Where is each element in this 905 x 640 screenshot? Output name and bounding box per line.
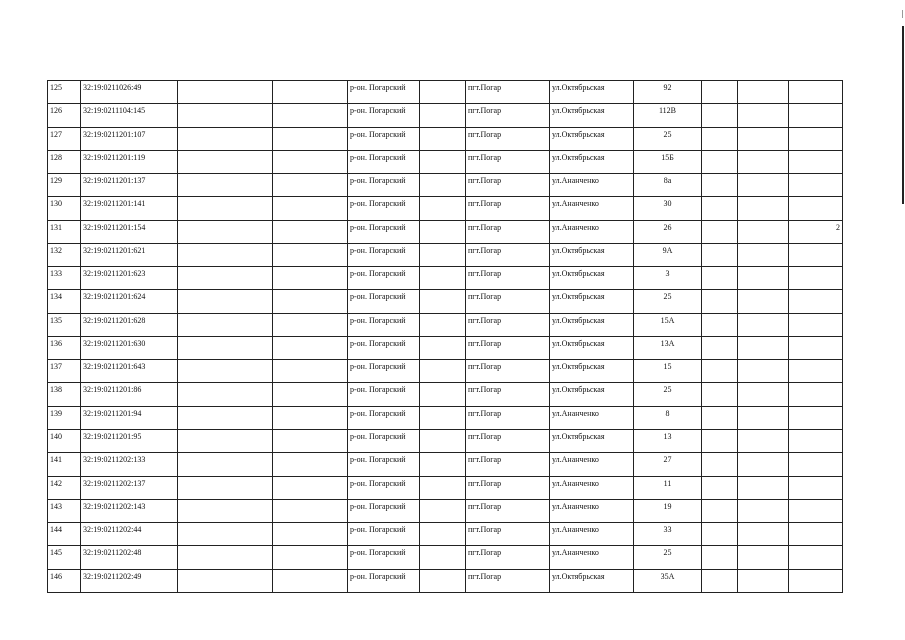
empty-cell — [178, 243, 273, 266]
settlement-cell: пгт.Погар — [466, 220, 550, 243]
empty-cell — [420, 197, 466, 220]
empty-cell — [702, 197, 738, 220]
house-number: 30 — [634, 197, 702, 220]
settlement-cell: пгт.Погар — [466, 150, 550, 173]
empty-cell — [178, 336, 273, 359]
extra-value — [789, 569, 843, 592]
empty-cell — [702, 174, 738, 197]
cadastral-number: 32:19:0211201:623 — [81, 267, 178, 290]
cadastral-number: 32:19:0211202:143 — [81, 499, 178, 522]
district-cell: р-он. Погарский — [348, 267, 420, 290]
extra-value — [789, 499, 843, 522]
house-number: 26 — [634, 220, 702, 243]
row-number: 140 — [48, 429, 81, 452]
settlement-cell: пгт.Погар — [466, 313, 550, 336]
house-number: 9А — [634, 243, 702, 266]
empty-cell — [420, 290, 466, 313]
row-number: 143 — [48, 499, 81, 522]
street-cell: ул.Октябрьская — [550, 360, 634, 383]
empty-cell — [702, 220, 738, 243]
empty-cell — [178, 220, 273, 243]
street-cell: ул.Октябрьская — [550, 429, 634, 452]
empty-cell — [273, 220, 348, 243]
empty-cell — [738, 313, 789, 336]
empty-cell — [702, 546, 738, 569]
district-cell: р-он. Погарский — [348, 127, 420, 150]
settlement-cell: пгт.Погар — [466, 569, 550, 592]
district-cell: р-он. Погарский — [348, 499, 420, 522]
street-cell: ул.Октябрьская — [550, 313, 634, 336]
empty-cell — [273, 360, 348, 383]
table-row — [48, 476, 843, 499]
house-number: 33 — [634, 523, 702, 546]
empty-cell — [420, 523, 466, 546]
table-row — [48, 174, 843, 197]
extra-value — [789, 406, 843, 429]
table-row — [48, 336, 843, 359]
district-cell: р-он. Погарский — [348, 546, 420, 569]
empty-cell — [273, 104, 348, 127]
table-row — [48, 453, 843, 476]
empty-cell — [738, 104, 789, 127]
empty-cell — [420, 220, 466, 243]
cadastral-number: 32:19:0211104:145 — [81, 104, 178, 127]
settlement-cell: пгт.Погар — [466, 336, 550, 359]
district-cell: р-он. Погарский — [348, 174, 420, 197]
table-row — [48, 569, 843, 592]
empty-cell — [178, 569, 273, 592]
empty-cell — [178, 360, 273, 383]
empty-cell — [178, 453, 273, 476]
district-cell: р-он. Погарский — [348, 476, 420, 499]
extra-value — [789, 150, 843, 173]
empty-cell — [738, 476, 789, 499]
empty-cell — [738, 243, 789, 266]
house-number: 25 — [634, 127, 702, 150]
house-number: 19 — [634, 499, 702, 522]
empty-cell — [738, 290, 789, 313]
house-number: 27 — [634, 453, 702, 476]
row-number: 128 — [48, 150, 81, 173]
empty-cell — [738, 429, 789, 452]
cadastral-number: 32:19:0211202:137 — [81, 476, 178, 499]
empty-cell — [420, 174, 466, 197]
cadastral-number: 32:19:0211201:643 — [81, 360, 178, 383]
table-row — [48, 290, 843, 313]
empty-cell — [738, 360, 789, 383]
empty-cell — [178, 383, 273, 406]
row-number: 145 — [48, 546, 81, 569]
extra-value — [789, 523, 843, 546]
row-number: 135 — [48, 313, 81, 336]
empty-cell — [273, 150, 348, 173]
extra-value — [789, 360, 843, 383]
extra-value — [789, 476, 843, 499]
empty-cell — [420, 81, 466, 104]
house-number: 8а — [634, 174, 702, 197]
empty-cell — [702, 81, 738, 104]
empty-cell — [273, 523, 348, 546]
empty-cell — [702, 453, 738, 476]
row-number: 144 — [48, 523, 81, 546]
street-cell: ул.Октябрьская — [550, 267, 634, 290]
empty-cell — [420, 383, 466, 406]
district-cell: р-он. Погарский — [348, 453, 420, 476]
empty-cell — [178, 127, 273, 150]
table-row — [48, 127, 843, 150]
street-cell: ул.Октябрьская — [550, 81, 634, 104]
extra-value — [789, 81, 843, 104]
empty-cell — [273, 313, 348, 336]
table-row — [48, 313, 843, 336]
empty-cell — [420, 336, 466, 359]
street-cell: ул.Ананченко — [550, 476, 634, 499]
empty-cell — [178, 499, 273, 522]
empty-cell — [702, 290, 738, 313]
table-row — [48, 406, 843, 429]
empty-cell — [178, 313, 273, 336]
row-number: 146 — [48, 569, 81, 592]
house-number: 3 — [634, 267, 702, 290]
empty-cell — [420, 569, 466, 592]
street-cell: ул.Ананченко — [550, 523, 634, 546]
district-cell: р-он. Погарский — [348, 406, 420, 429]
extra-value — [789, 383, 843, 406]
empty-cell — [273, 383, 348, 406]
street-cell: ул.Октябрьская — [550, 150, 634, 173]
empty-cell — [738, 197, 789, 220]
extra-value — [789, 290, 843, 313]
empty-cell — [702, 267, 738, 290]
empty-cell — [738, 174, 789, 197]
table-row — [48, 150, 843, 173]
district-cell: р-он. Погарский — [348, 569, 420, 592]
row-number: 136 — [48, 336, 81, 359]
empty-cell — [273, 429, 348, 452]
cadastral-number: 32:19:0211201:624 — [81, 290, 178, 313]
empty-cell — [178, 104, 273, 127]
settlement-cell: пгт.Погар — [466, 127, 550, 150]
street-cell: ул.Октябрьская — [550, 383, 634, 406]
table-row — [48, 220, 843, 243]
settlement-cell: пгт.Погар — [466, 429, 550, 452]
settlement-cell: пгт.Погар — [466, 360, 550, 383]
empty-cell — [738, 406, 789, 429]
cadastral-number: 32:19:0211201:141 — [81, 197, 178, 220]
table-row — [48, 429, 843, 452]
settlement-cell: пгт.Погар — [466, 290, 550, 313]
empty-cell — [273, 243, 348, 266]
house-number: 11 — [634, 476, 702, 499]
house-number: 112В — [634, 104, 702, 127]
page-edge-tick — [902, 10, 903, 18]
table-row — [48, 81, 843, 104]
empty-cell — [738, 81, 789, 104]
extra-value — [789, 127, 843, 150]
street-cell: ул.Ананченко — [550, 546, 634, 569]
street-cell: ул.Октябрьская — [550, 127, 634, 150]
empty-cell — [702, 127, 738, 150]
street-cell: ул.Ананченко — [550, 406, 634, 429]
row-number: 139 — [48, 406, 81, 429]
empty-cell — [738, 220, 789, 243]
table-row — [48, 383, 843, 406]
settlement-cell: пгт.Погар — [466, 243, 550, 266]
empty-cell — [738, 127, 789, 150]
empty-cell — [738, 336, 789, 359]
extra-value — [789, 267, 843, 290]
cadastral-number: 32:19:0211202:133 — [81, 453, 178, 476]
table-row — [48, 267, 843, 290]
empty-cell — [178, 290, 273, 313]
settlement-cell: пгт.Погар — [466, 267, 550, 290]
street-cell: ул.Ананченко — [550, 220, 634, 243]
house-number: 15А — [634, 313, 702, 336]
empty-cell — [420, 127, 466, 150]
row-number: 127 — [48, 127, 81, 150]
district-cell: р-он. Погарский — [348, 81, 420, 104]
table-row — [48, 546, 843, 569]
street-cell: ул.Октябрьская — [550, 336, 634, 359]
empty-cell — [273, 499, 348, 522]
empty-cell — [738, 499, 789, 522]
row-number: 132 — [48, 243, 81, 266]
row-number: 129 — [48, 174, 81, 197]
cadastral-number: 32:19:0211201:94 — [81, 406, 178, 429]
cadastral-number: 32:19:0211201:137 — [81, 174, 178, 197]
empty-cell — [178, 546, 273, 569]
street-cell: ул.Октябрьская — [550, 569, 634, 592]
settlement-cell: пгт.Погар — [466, 453, 550, 476]
empty-cell — [702, 499, 738, 522]
cadastral-number: 32:19:0211201:154 — [81, 220, 178, 243]
house-number: 35А — [634, 569, 702, 592]
extra-value — [789, 243, 843, 266]
empty-cell — [178, 476, 273, 499]
street-cell: ул.Ананченко — [550, 197, 634, 220]
row-number: 125 — [48, 81, 81, 104]
property-register-table — [47, 80, 843, 593]
street-cell: ул.Октябрьская — [550, 104, 634, 127]
empty-cell — [738, 383, 789, 406]
extra-value — [789, 429, 843, 452]
row-number: 133 — [48, 267, 81, 290]
empty-cell — [178, 150, 273, 173]
district-cell: р-он. Погарский — [348, 523, 420, 546]
house-number: 15 — [634, 360, 702, 383]
empty-cell — [738, 569, 789, 592]
cadastral-number: 32:19:0211202:48 — [81, 546, 178, 569]
empty-cell — [178, 197, 273, 220]
settlement-cell: пгт.Погар — [466, 197, 550, 220]
page-edge-bar — [902, 26, 904, 204]
extra-value — [789, 174, 843, 197]
district-cell: р-он. Погарский — [348, 220, 420, 243]
table-row — [48, 360, 843, 383]
empty-cell — [273, 290, 348, 313]
empty-cell — [702, 569, 738, 592]
extra-value — [789, 197, 843, 220]
empty-cell — [702, 360, 738, 383]
empty-cell — [273, 81, 348, 104]
cadastral-number: 32:19:0211201:95 — [81, 429, 178, 452]
empty-cell — [178, 174, 273, 197]
empty-cell — [273, 546, 348, 569]
district-cell: р-он. Погарский — [348, 290, 420, 313]
cadastral-number: 32:19:0211201:119 — [81, 150, 178, 173]
street-cell: ул.Ананченко — [550, 453, 634, 476]
extra-value: 2 — [789, 220, 843, 243]
empty-cell — [273, 174, 348, 197]
empty-cell — [420, 429, 466, 452]
empty-cell — [702, 336, 738, 359]
row-number: 137 — [48, 360, 81, 383]
empty-cell — [738, 523, 789, 546]
empty-cell — [702, 476, 738, 499]
settlement-cell: пгт.Погар — [466, 476, 550, 499]
settlement-cell: пгт.Погар — [466, 81, 550, 104]
empty-cell — [273, 197, 348, 220]
street-cell: ул.Ананченко — [550, 499, 634, 522]
empty-cell — [702, 523, 738, 546]
empty-cell — [420, 406, 466, 429]
street-cell: ул.Ананченко — [550, 174, 634, 197]
empty-cell — [178, 81, 273, 104]
empty-cell — [420, 150, 466, 173]
empty-cell — [702, 104, 738, 127]
house-number: 25 — [634, 546, 702, 569]
empty-cell — [273, 336, 348, 359]
cadastral-number: 32:19:0211202:49 — [81, 569, 178, 592]
empty-cell — [178, 406, 273, 429]
row-number: 130 — [48, 197, 81, 220]
district-cell: р-он. Погарский — [348, 243, 420, 266]
empty-cell — [702, 429, 738, 452]
extra-value — [789, 104, 843, 127]
empty-cell — [273, 406, 348, 429]
empty-cell — [420, 476, 466, 499]
row-number: 138 — [48, 383, 81, 406]
row-number: 126 — [48, 104, 81, 127]
table-row — [48, 197, 843, 220]
cadastral-number: 32:19:0211202:44 — [81, 523, 178, 546]
cadastral-number: 32:19:0211026:49 — [81, 81, 178, 104]
empty-cell — [702, 406, 738, 429]
cadastral-number: 32:19:0211201:630 — [81, 336, 178, 359]
empty-cell — [702, 150, 738, 173]
empty-cell — [702, 243, 738, 266]
empty-cell — [420, 499, 466, 522]
district-cell: р-он. Погарский — [348, 429, 420, 452]
district-cell: р-он. Погарский — [348, 336, 420, 359]
cadastral-number: 32:19:0211201:628 — [81, 313, 178, 336]
empty-cell — [178, 523, 273, 546]
house-number: 25 — [634, 290, 702, 313]
settlement-cell: пгт.Погар — [466, 499, 550, 522]
extra-value — [789, 313, 843, 336]
extra-value — [789, 336, 843, 359]
settlement-cell: пгт.Погар — [466, 104, 550, 127]
register-body — [48, 81, 843, 593]
district-cell: р-он. Погарский — [348, 383, 420, 406]
empty-cell — [420, 104, 466, 127]
settlement-cell: пгт.Погар — [466, 383, 550, 406]
house-number: 92 — [634, 81, 702, 104]
settlement-cell: пгт.Погар — [466, 546, 550, 569]
empty-cell — [702, 383, 738, 406]
empty-cell — [420, 243, 466, 266]
empty-cell — [178, 429, 273, 452]
empty-cell — [738, 546, 789, 569]
district-cell: р-он. Погарский — [348, 150, 420, 173]
district-cell: р-он. Погарский — [348, 313, 420, 336]
empty-cell — [420, 453, 466, 476]
settlement-cell: пгт.Погар — [466, 174, 550, 197]
house-number: 8 — [634, 406, 702, 429]
empty-cell — [702, 313, 738, 336]
empty-cell — [273, 569, 348, 592]
district-cell: р-он. Погарский — [348, 360, 420, 383]
house-number: 13А — [634, 336, 702, 359]
extra-value — [789, 546, 843, 569]
cadastral-number: 32:19:0211201:86 — [81, 383, 178, 406]
table-row — [48, 104, 843, 127]
table-row — [48, 499, 843, 522]
house-number: 25 — [634, 383, 702, 406]
house-number: 13 — [634, 429, 702, 452]
empty-cell — [738, 150, 789, 173]
row-number: 134 — [48, 290, 81, 313]
empty-cell — [420, 546, 466, 569]
row-number: 141 — [48, 453, 81, 476]
settlement-cell: пгт.Погар — [466, 523, 550, 546]
district-cell: р-он. Погарский — [348, 104, 420, 127]
settlement-cell: пгт.Погар — [466, 406, 550, 429]
empty-cell — [273, 267, 348, 290]
extra-value — [789, 453, 843, 476]
table-row — [48, 523, 843, 546]
empty-cell — [178, 267, 273, 290]
cadastral-number: 32:19:0211201:107 — [81, 127, 178, 150]
district-cell: р-он. Погарский — [348, 197, 420, 220]
table-row — [48, 243, 843, 266]
empty-cell — [273, 127, 348, 150]
house-number: 15Б — [634, 150, 702, 173]
street-cell: ул.Октябрьская — [550, 243, 634, 266]
empty-cell — [273, 453, 348, 476]
empty-cell — [738, 453, 789, 476]
cadastral-number: 32:19:0211201:621 — [81, 243, 178, 266]
row-number: 131 — [48, 220, 81, 243]
row-number: 142 — [48, 476, 81, 499]
empty-cell — [738, 267, 789, 290]
empty-cell — [420, 313, 466, 336]
empty-cell — [420, 360, 466, 383]
empty-cell — [273, 476, 348, 499]
empty-cell — [420, 267, 466, 290]
street-cell: ул.Октябрьская — [550, 290, 634, 313]
